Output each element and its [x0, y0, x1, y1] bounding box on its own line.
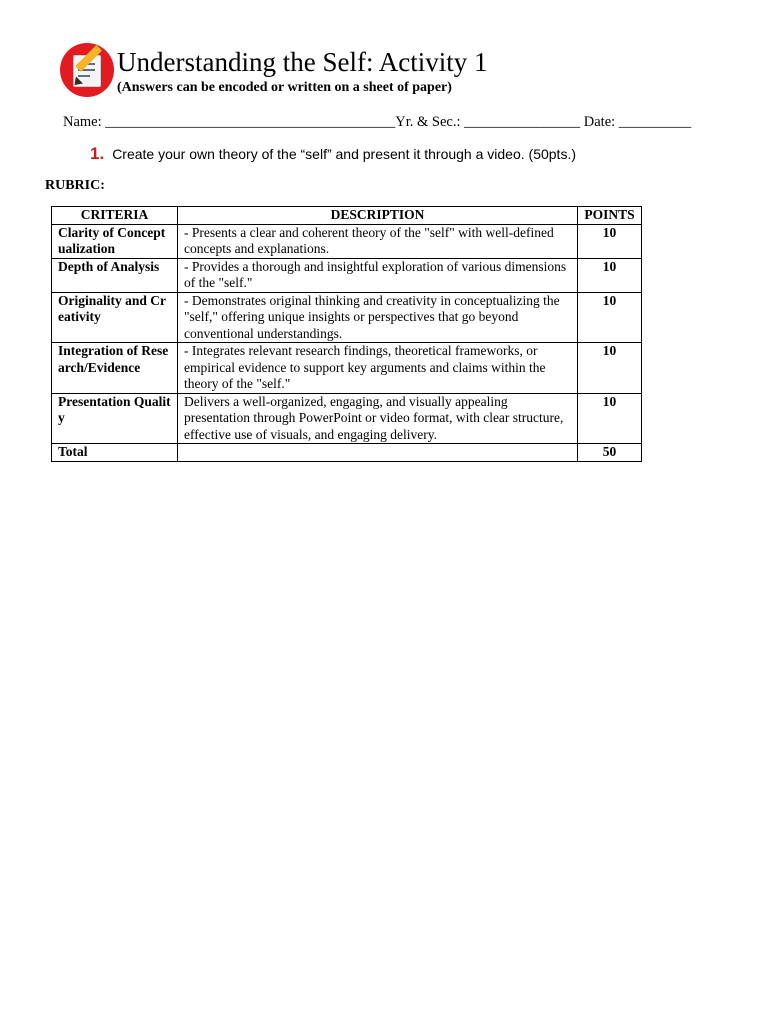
task-text: Create your own theory of the “self” and present it through a video. (50pts.)	[112, 146, 576, 162]
criteria-cell: Depth of Analysis	[52, 258, 178, 292]
task-number: 1.	[90, 144, 105, 163]
points-cell: 10	[578, 343, 642, 394]
table-row	[52, 258, 642, 292]
points-cell: 10	[578, 258, 642, 292]
page-title: Understanding the Self: Activity 1	[117, 47, 488, 77]
student-info-line: Name: ________________________________________Yr. & Sec.: ________________ Date: __________	[63, 114, 692, 130]
points-cell: 10	[578, 224, 642, 258]
total-row	[52, 444, 642, 462]
header-description: DESCRIPTION	[178, 207, 578, 225]
criteria-cell: Presentation Quality	[52, 393, 178, 444]
description-cell: - Integrates relevant research findings, theoretical frameworks, or empirical evidence to support key arguments and claims within the theory of the "self."	[178, 343, 578, 394]
points-cell: 10	[578, 393, 642, 444]
table-row	[52, 224, 642, 258]
table-row	[52, 393, 642, 444]
total-description-cell	[178, 444, 578, 462]
criteria-cell: Originality and Creativity	[52, 292, 178, 343]
total-label-cell: Total	[52, 444, 178, 462]
description-cell: - Demonstrates original thinking and creativity in conceptualizing the "self," offering unique insights or perspectives that go beyond conventional understandings.	[178, 292, 578, 343]
total-points-cell: 50	[578, 444, 642, 462]
page-subtitle: (Answers can be encoded or written on a sheet of paper)	[117, 80, 452, 95]
points-cell: 10	[578, 292, 642, 343]
table-row	[52, 292, 642, 343]
criteria-cell: Clarity of Conceptualization	[52, 224, 178, 258]
paper-line	[78, 75, 90, 77]
memo-pencil-icon	[60, 43, 114, 97]
description-cell: Delivers a well-organized, engaging, and visually appealing presentation through PowerPoint or video format, with clear structure, effective use of visuals, and engaging delivery.	[178, 393, 578, 444]
criteria-cell: Integration of Research/Evidence	[52, 343, 178, 394]
header-points: POINTS	[578, 207, 642, 225]
description-cell: - Presents a clear and coherent theory of the "self" with well-defined concepts and explanations.	[178, 224, 578, 258]
header-criteria: CRITERIA	[52, 207, 178, 225]
task-item	[90, 145, 576, 164]
description-cell: - Provides a thorough and insightful exploration of various dimensions of the "self."	[178, 258, 578, 292]
rubric-header-row	[52, 207, 642, 225]
rubric-label: RUBRIC:	[45, 178, 105, 193]
rubric-table	[51, 206, 642, 462]
table-row	[52, 343, 642, 394]
